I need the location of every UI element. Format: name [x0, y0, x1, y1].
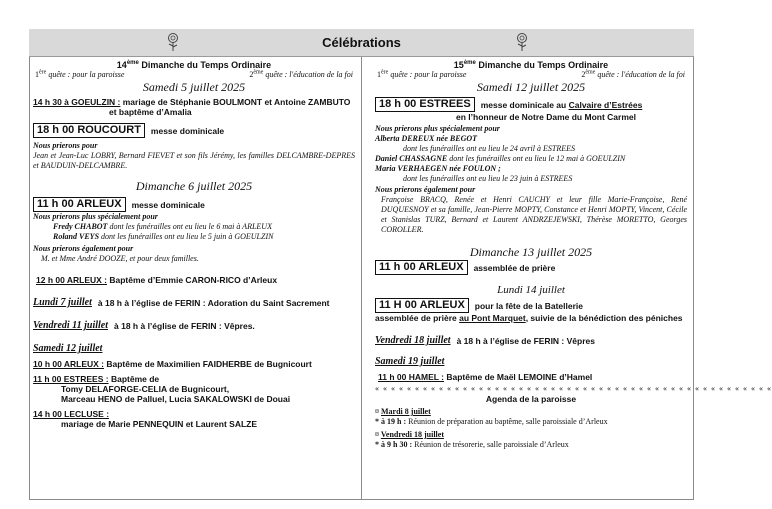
day-name: Vendredi 11 juillet [33, 320, 109, 331]
baptism-estrees [33, 374, 355, 384]
event-time: 14 h 00 LECLUSE : [33, 409, 110, 419]
event-text: Tomy DELAFORGE-CELIA de Bugnicourt, [61, 384, 230, 394]
agenda-time: à 9 h 30 : [381, 440, 413, 449]
agenda-text: Réunion de trésorerie, salle paroissiale d’Arleux [412, 440, 569, 449]
heading-number: 14 [116, 60, 127, 70]
prayer-detail: dont les funérailles ont eu lieu le 12 mai à GOEULZIN [447, 154, 626, 163]
prayer-detail: dont les funérailles ont eu lieu le 5 juin à GOEULZIN [99, 232, 274, 241]
mass-time-box: 11 h 00 ARLEUX [33, 197, 126, 212]
prayer-line [33, 222, 355, 232]
agenda-item-1 [375, 407, 687, 417]
prayer-title: Nous prierons pour [33, 141, 98, 150]
right-sunday-heading [375, 60, 687, 70]
batellerie [375, 298, 687, 313]
event-time: 11 h 00 ESTREES : [33, 374, 109, 384]
event-text: Marceau HENO de Palluel, Lucia SAKALOWSKI de Douai [61, 394, 291, 404]
star-icon: * [375, 440, 379, 449]
quete-2-num: 2 [581, 70, 586, 79]
prayer-name: Maria VERHAEGEN née FOULON ; [375, 164, 501, 173]
mass-subtitle: en l’honneur de Notre Dame du Mont Carmel [456, 112, 636, 122]
right-quetes [375, 70, 687, 80]
heading-sup: ème [126, 60, 139, 66]
heading-number: 15 [453, 60, 464, 70]
prayer-title: Nous prierons également pour [375, 185, 476, 194]
prayer-name: Daniel CHASSAGNE [375, 154, 448, 163]
quete-2-text: quête : l'éducation de la foi [595, 70, 685, 79]
pont-marquet-link: au Pont Marquet [459, 313, 526, 323]
mass-label: assemblée de prière [473, 262, 556, 273]
day-name: Samedi 12 juillet [33, 343, 103, 354]
quete-1-text: quête : pour la paroisse [46, 70, 125, 79]
rose-ornament-icon [515, 32, 529, 52]
column-divider [361, 57, 362, 500]
monday-title: Lundi 14 juillet [497, 284, 565, 296]
left-quetes [33, 70, 355, 80]
prayer-title: Nous prierons plus spécialement pour [33, 212, 158, 221]
day-name: Samedi 19 juillet [375, 356, 445, 367]
heading-rest: Dimanche du Temps Ordinaire [138, 60, 272, 70]
baptism-emmie [33, 275, 355, 285]
quete-1 [35, 70, 124, 80]
prayer-title: Nous prierons également pour [33, 244, 134, 253]
event-text: , suivie de la bénédiction des péniches [525, 313, 683, 323]
agenda-line [375, 440, 687, 450]
prayer-detail: dont les funérailles ont eu lieu le 6 mai à ARLEUX [107, 222, 272, 231]
event-time: 14 h 30 à GOEULZIN : [33, 97, 121, 107]
agenda-title: Agenda de la paroisse [485, 394, 577, 404]
event-text: Baptême d’Emmie CARON-RICO d’Arleux [107, 275, 278, 285]
quete-1-sup: ère [39, 69, 47, 76]
agenda-day: Vendredi 18 juillet [380, 430, 444, 439]
quete-2-num: 2 [249, 70, 254, 79]
baptism-mael [375, 372, 687, 382]
agenda-text: Réunion de préparation au baptême, salle paroissiale d’Arleux [406, 417, 608, 426]
prayer-name: Fredy CHABOT [53, 222, 108, 231]
prayer-detail: dont les funérailles ont eu lieu le 24 avril à ESTREES [403, 144, 575, 153]
agenda-time: à 19 h : [381, 417, 407, 426]
bullet-icon: ¤ [375, 407, 379, 416]
event-time: 11 h 00 HAMEL : [378, 372, 444, 382]
mass-text: messe dominicale au [480, 99, 569, 110]
bullet-icon: ¤ [375, 430, 379, 439]
right-column [375, 58, 772, 450]
lundi-7 [33, 298, 355, 308]
event-text: mariage de Marie PENNEQUIN et Laurent SALZE [61, 419, 258, 429]
event-text-2: et baptême d’Amalia [109, 107, 192, 117]
event-time-box: 11 H 00 ARLEUX [375, 298, 469, 313]
event-text: assemblée de prière [375, 313, 460, 323]
quete-2 [249, 70, 353, 80]
agenda-item-2 [375, 430, 687, 440]
prayer-name: Alberta DEREUX née BEGOT [375, 134, 478, 143]
prayer-detail: dont les funérailles ont eu lieu le 23 juin à ESTREES [403, 174, 573, 183]
prayer-line [375, 154, 687, 164]
event-time: 10 h 00 ARLEUX : [33, 359, 105, 369]
mass-time-box: 18 h 00 ESTREES [375, 97, 475, 112]
wedding-goeulzin [33, 97, 355, 107]
prayer-text: M. et Mme André DOOZE, et pour deux familles. [41, 254, 199, 263]
agenda-day: Mardi 8 juillet [381, 407, 431, 416]
mass-label [481, 100, 643, 110]
roucourt-mass [33, 123, 355, 138]
separator-line: « « « « « « « « « « « « « « « « « « « « « « « « « « « « « « « « « « « « « « « « « « « « « « « « « « [375, 384, 772, 393]
mass-label: messe dominicale [131, 199, 205, 210]
day-event: à 18 h à l’église de FERIN : Adoration du Saint Sacrement [97, 298, 330, 308]
event-text: mariage de Stéphanie BOULMONT et Antoine ZAMBUTO [120, 97, 351, 107]
quete-2-text: quête : l'éducation de la foi [263, 70, 353, 79]
event-text: Baptême de Maximilien FAIDHERBE de Bugnicourt [104, 359, 312, 369]
event-text: Baptême de [108, 374, 160, 384]
prayer-text: Françoise BRACQ, Renée et Henri CAUCHY et leur fille Marie-Françoise, René DUQUESNOY et sa famille, Jean-Pierre MOPTY, Constance et Henri MOPTY, Vincent, Cécile et Stanislas TURZ, Bernard et Laurent ANDRZEJEWSKI, Thérèse MORETTO, Georges COROLLER. [381, 195, 687, 234]
prayer-title: Nous prierons plus spécialement pour [375, 124, 500, 133]
day-name: Vendredi 18 juillet [375, 335, 451, 346]
quete-1 [377, 70, 466, 80]
mass-label: messe dominicale [150, 125, 225, 136]
quete-1-num: 1 [35, 70, 39, 79]
heading-rest: Dimanche du Temps Ordinaire [475, 60, 609, 70]
event-text: Baptême de Maël LEMOINE d’Hamel [443, 372, 593, 382]
wedding-lecluse [33, 409, 355, 419]
heading-sup: ème [463, 60, 476, 66]
quete-1-text: quête : pour la paroisse [388, 70, 467, 79]
quete-2-sup: ème [585, 69, 596, 76]
agenda-line [375, 417, 687, 427]
estrees-mass [375, 97, 687, 112]
prayer-name: Roland VEYS [53, 232, 100, 241]
baptism-maximilien [33, 359, 355, 369]
day-event: à 18 h à l’église de FERIN : Vêpres [456, 336, 595, 346]
star-icon: * [375, 417, 379, 426]
prayer-line [33, 232, 355, 242]
arleux-mass [33, 197, 355, 212]
page-title: Célébrations [322, 35, 401, 50]
day-event: à 18 h à l’église de FERIN : Vêpres. [114, 321, 255, 331]
header-banner [29, 29, 694, 57]
rose-ornament-icon [166, 32, 180, 52]
batellerie-detail [375, 313, 687, 323]
quete-1-num: 1 [377, 70, 381, 79]
day-name: Lundi 7 juillet [33, 297, 92, 308]
prayer-text: Jean et Jean-Luc LOBRY, Bernard FIEVET et son fils Jérémy, les familles DELCAMBRE-DEPRES et BAUDUIN-DELCAMBRE. [33, 151, 355, 170]
vendredi-11 [33, 321, 355, 331]
quete-1-sup: ère [381, 69, 389, 76]
mass-time-box: 18 h 00 ROUCOURT [33, 123, 145, 138]
quete-2-sup: ème [253, 69, 264, 76]
mass-time-box: 11 h 00 ARLEUX [375, 260, 468, 275]
calvaire-link: Calvaire d’Estrées [568, 99, 643, 110]
sunday-title: Dimanche 13 juillet 2025 [469, 245, 593, 259]
vendredi-18 [375, 336, 687, 346]
event-time: 12 h 00 ARLEUX : [36, 275, 108, 285]
saturday-title: Samedi 12 juillet 2025 [476, 80, 586, 94]
saturday-title: Samedi 5 juillet 2025 [142, 80, 246, 94]
event-label: pour la fête de la Batellerie [474, 300, 583, 311]
arleux-prayer [375, 260, 687, 275]
left-sunday-heading [33, 60, 355, 70]
left-column [33, 58, 355, 429]
quete-2 [581, 70, 685, 80]
sunday-title: Dimanche 6 juillet 2025 [135, 179, 253, 193]
